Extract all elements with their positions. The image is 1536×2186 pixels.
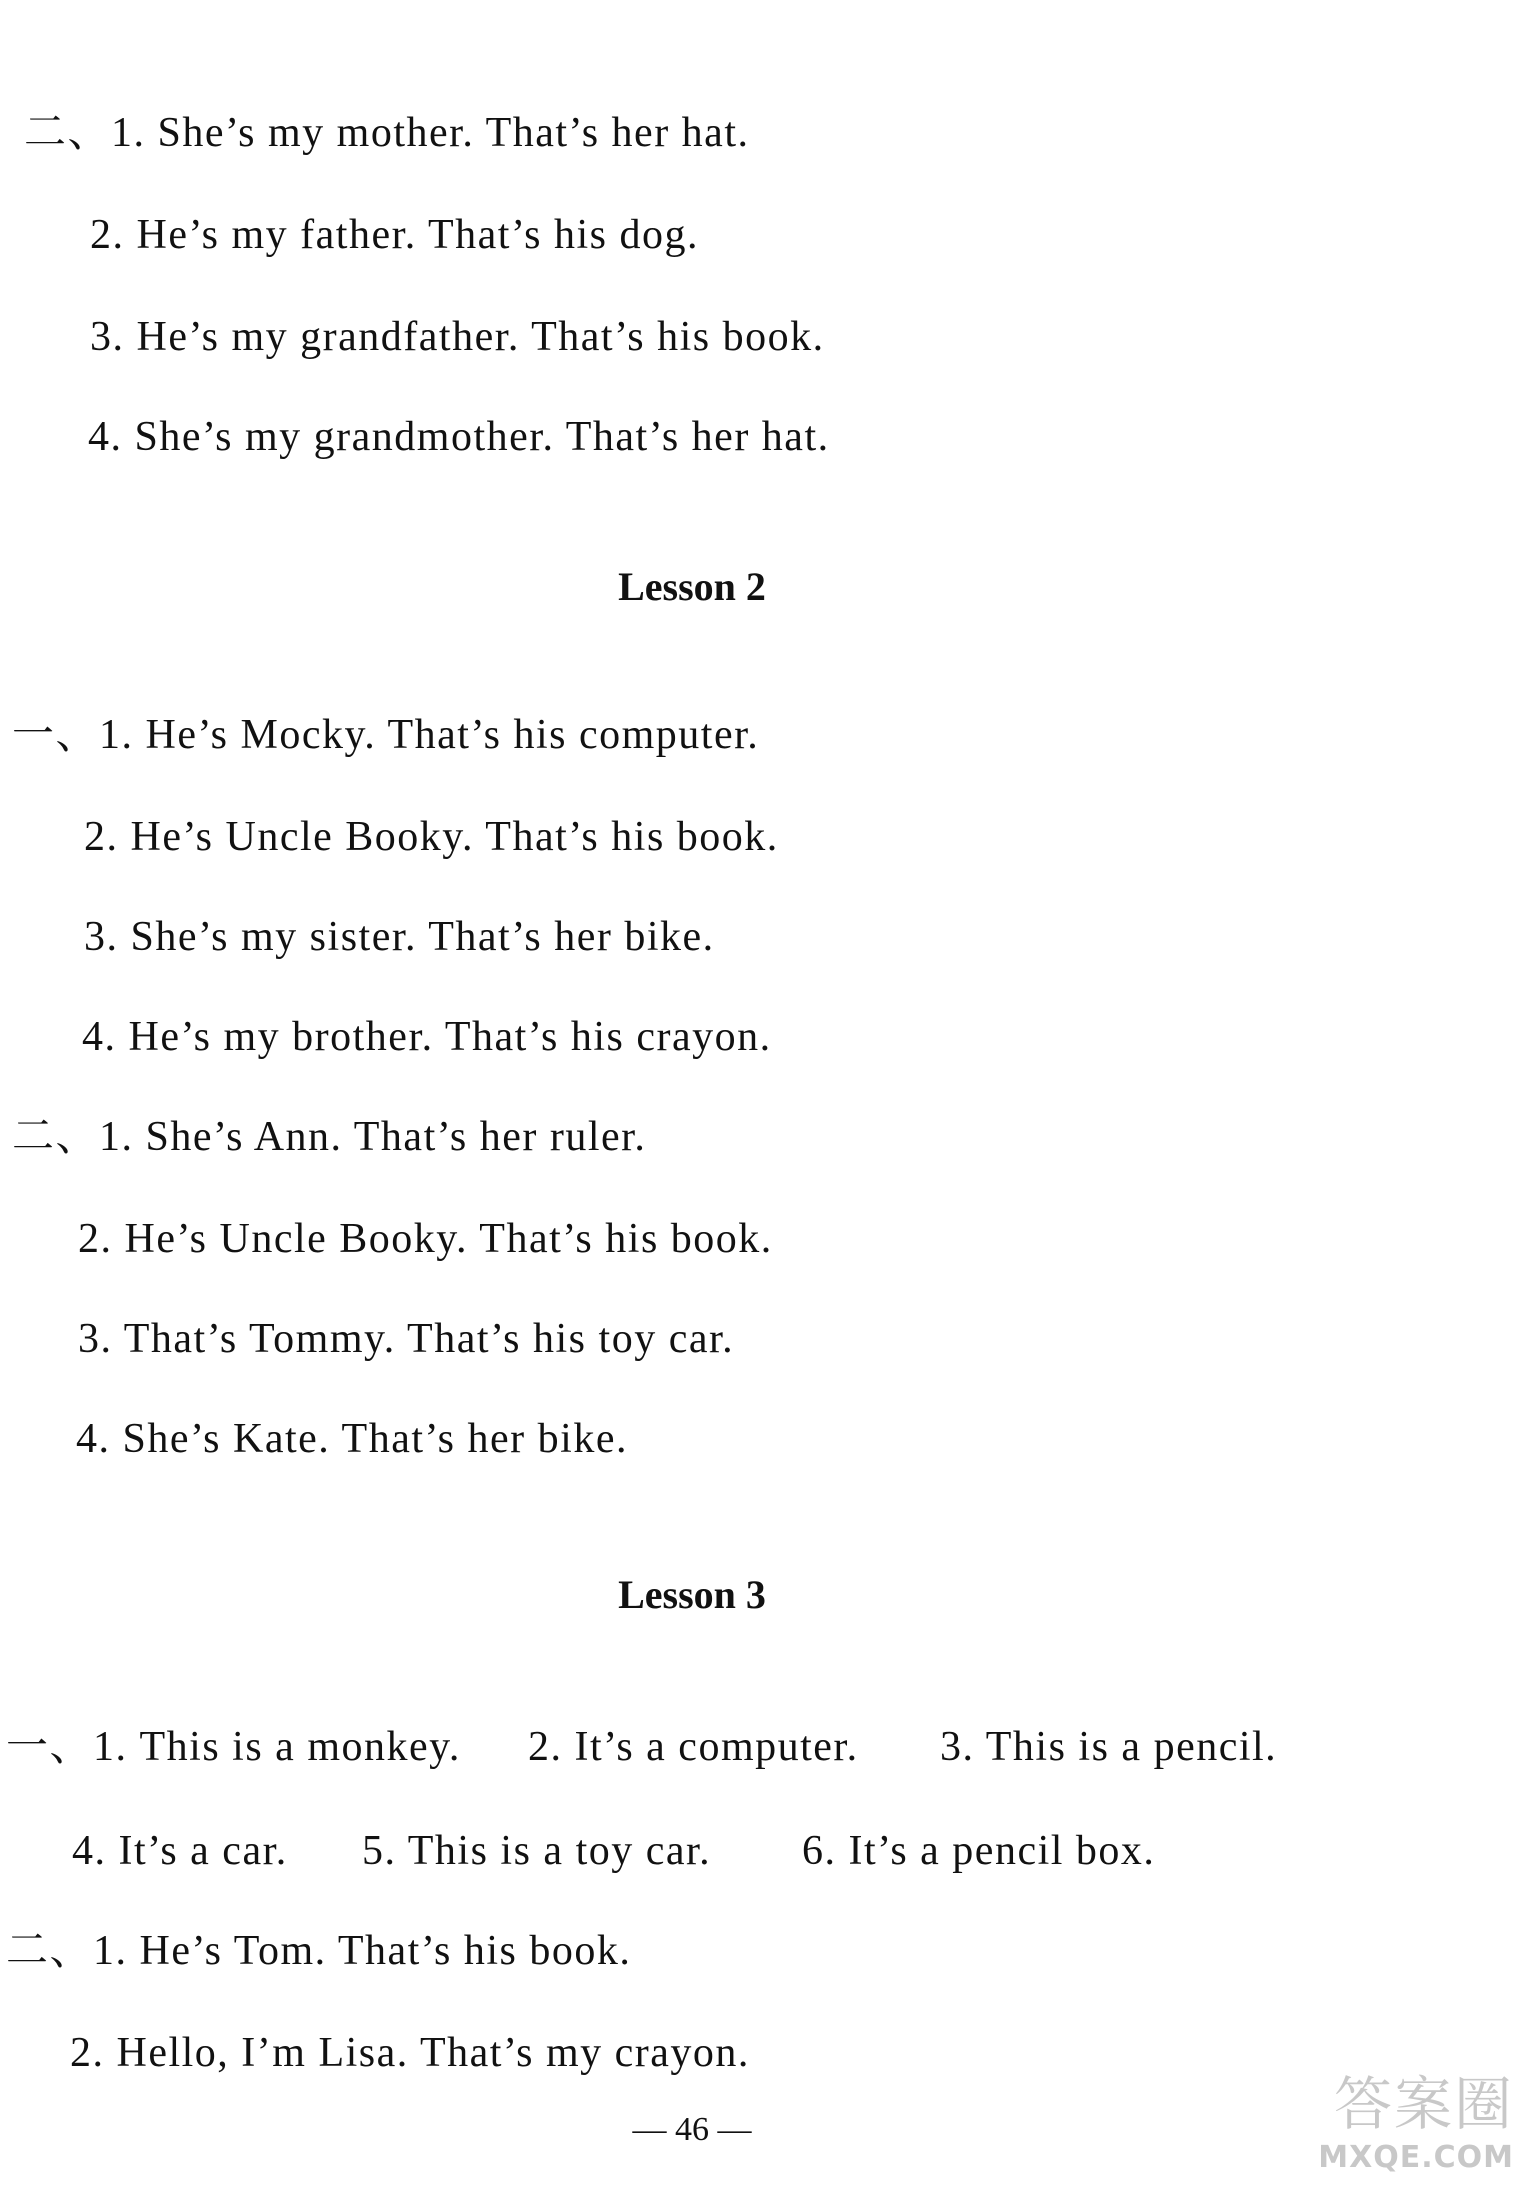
answer-item: 5. This is a toy car. <box>362 1828 712 1874</box>
answer-row <box>0 1722 1400 1772</box>
page-number: — 46 — <box>632 2111 752 2148</box>
answer-line: 3. He’s my grandfather. That’s his book. <box>90 314 825 360</box>
answer-item: 4. It’s a car. <box>72 1828 288 1874</box>
answer-line: 4. He’s my brother. That’s his crayon. <box>82 1014 772 1060</box>
lesson-3-heading: Lesson 3 <box>618 1572 766 1617</box>
lesson-2-heading: Lesson 2 <box>618 564 766 609</box>
answer-line: 4. She’s Kate. That’s her bike. <box>76 1416 628 1462</box>
answer-line: 二、1. He’s Tom. That’s his book. <box>6 1928 632 1974</box>
answer-line: 2. He’s Uncle Booky. That’s his book. <box>84 814 779 860</box>
watermark-logo <box>1304 2070 1514 2175</box>
answer-item: 6. It’s a pencil box. <box>802 1828 1156 1874</box>
answer-item: 2. It’s a computer. <box>528 1724 859 1770</box>
answer-item: 3. This is a pencil. <box>940 1724 1278 1770</box>
answer-line: 一、1. He’s Mocky. That’s his computer. <box>12 712 760 758</box>
answer-line: 4. She’s my grandmother. That’s her hat. <box>88 414 830 460</box>
answer-line: 二、1. She’s my mother. That’s her hat. <box>24 110 750 156</box>
answer-line: 3. She’s my sister. That’s her bike. <box>84 914 715 960</box>
watermark-top-text: 答案圈 <box>1333 2070 1514 2138</box>
watermark-bottom-text: MXQE.COM <box>1318 2140 1514 2175</box>
answer-line: 2. He’s my father. That’s his dog. <box>90 212 699 258</box>
answer-row <box>0 1826 1400 1876</box>
answer-item: 一、1. This is a monkey. <box>6 1724 461 1770</box>
answer-line: 3. That’s Tommy. That’s his toy car. <box>78 1316 735 1362</box>
answer-line: 2. Hello, I’m Lisa. That’s my crayon. <box>70 2030 750 2076</box>
answer-line: 2. He’s Uncle Booky. That’s his book. <box>78 1216 773 1262</box>
answer-line: 二、1. She’s Ann. That’s her ruler. <box>12 1114 647 1160</box>
